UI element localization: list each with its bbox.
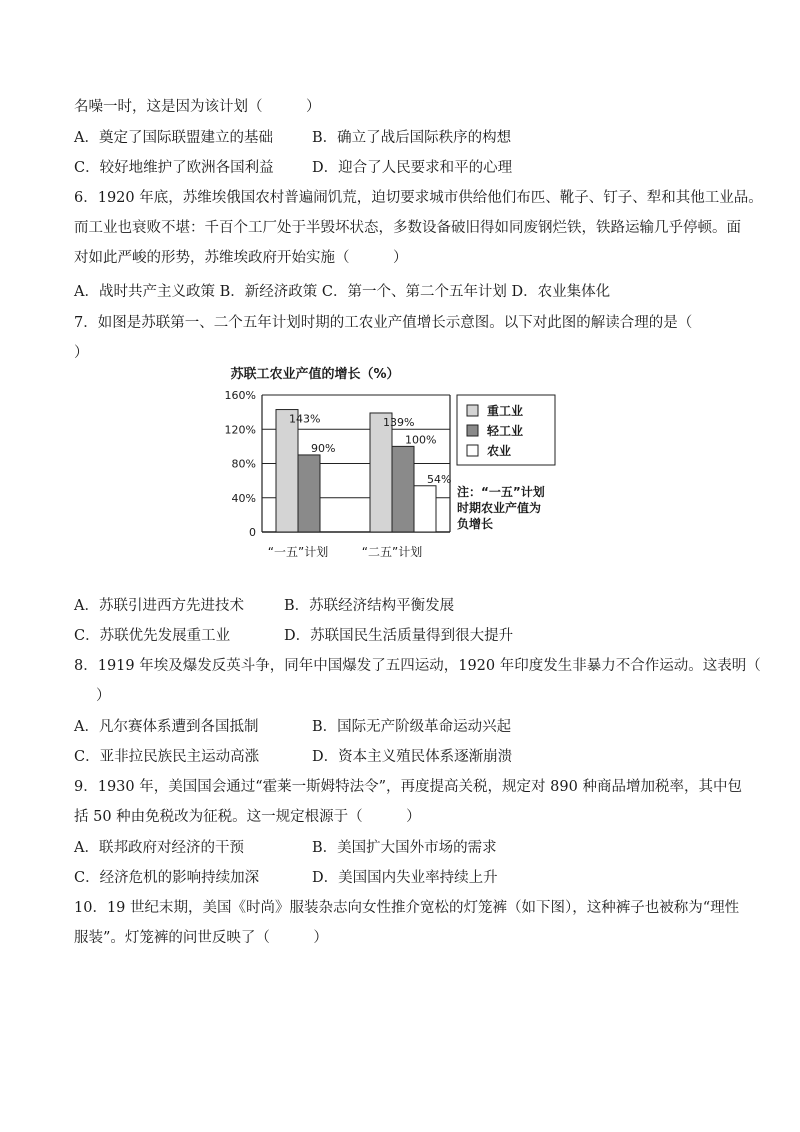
- y-tick-label: 0: [249, 526, 256, 539]
- y-tick-label: 120%: [224, 423, 256, 437]
- q10-stem-line1: 10．19 世纪末期，美国《时尚》服装杂志向女性推介宽松的灯笼裤（如下图），这种裤子也被称为“理性: [74, 900, 740, 916]
- q8-stem-line2: ）: [96, 688, 111, 704]
- bar-2-轻工业: [392, 446, 414, 532]
- chart-axis: [225, 389, 450, 559]
- data-label: 139%: [383, 415, 415, 429]
- bar-1-轻工业: [298, 455, 320, 532]
- q8-option-d: D．资本主义殖民体系逐渐崩溃: [312, 749, 513, 765]
- production-growth-chart: [210, 362, 580, 567]
- q8-stem-line1: 8．1919 年埃及爆发反英斗争，同年中国爆发了五四运动，1920 年印度发生非暴力不合作运动。这表明（: [74, 658, 761, 674]
- chart-note-line: 时期农业产值为: [457, 501, 542, 515]
- q7-option-b: B．苏联经济结构平衡发展: [284, 598, 455, 614]
- q6-options: A．战时共产主义政策 B．新经济政策 C．第一个、第二个五年计划 D．农业集体化: [74, 284, 611, 300]
- bar-2-重工业: [370, 413, 392, 532]
- q5-option-b: B．确立了战后国际秩序的构想: [312, 130, 512, 146]
- q7-option-a: A．苏联引进西方先进技术: [74, 598, 244, 614]
- x-tick-label: “一五”计划: [267, 545, 329, 559]
- q9-option-a: A．联邦政府对经济的干预: [74, 840, 244, 856]
- q8-option-c: C．亚非拉民族民主运动高涨: [74, 749, 260, 765]
- legend-label: 重工业: [487, 404, 524, 418]
- q9-option-c: C．经济危机的影响持续加深: [74, 870, 260, 886]
- y-tick-label: 40%: [231, 491, 256, 505]
- legend-swatch-轻工业: [467, 425, 478, 436]
- y-tick-label: 80%: [231, 457, 256, 471]
- q9-option-b: B．美国扩大国外市场的需求: [312, 840, 497, 856]
- chart-title: 苏联工农业产值的增长（%）: [230, 367, 400, 382]
- q7-option-d: D．苏联国民生活质量得到很大提升: [284, 628, 514, 644]
- q5-option-d: D．迎合了人民要求和平的心理: [312, 160, 513, 176]
- chart-svg: [210, 362, 580, 567]
- data-label: 54%: [427, 472, 452, 486]
- q9-option-d: D．美国国内失业率持续上升: [312, 870, 498, 886]
- legend-label: 农业: [487, 444, 512, 458]
- data-label: 100%: [405, 433, 437, 447]
- q9-stem-line2: 括 50 种由免税改为征税。这一规定根源于（ ）: [74, 809, 421, 825]
- bar-2-农业: [414, 486, 436, 532]
- q6-stem-line3: 对如此严峻的形势，苏维埃政府开始实施（ ）: [74, 250, 408, 266]
- legend-label: 轻工业: [487, 424, 524, 438]
- q5-stem-tail: 名噪一时，这是因为该计划（ ）: [74, 99, 321, 115]
- q8-option-a: A．凡尔赛体系遭到各国抵制: [74, 719, 259, 735]
- q9-stem-line1: 9．1930 年，美国国会通过“霍莱一斯姆特法令”，再度提高关税，规定对 890 种商品增加税率，其中包: [74, 779, 742, 795]
- chart-note-line: 负增长: [457, 517, 494, 531]
- legend-swatch-重工业: [467, 405, 478, 416]
- chart-legend: [457, 395, 555, 465]
- q8-option-b: B．国际无产阶级革命运动兴起: [312, 719, 512, 735]
- q5-option-a: A．奠定了国际联盟建立的基础: [74, 130, 273, 146]
- x-tick-label: “二五”计划: [361, 545, 423, 559]
- chart-bars: [276, 410, 451, 532]
- chart-note: [457, 484, 545, 531]
- q6-stem-line1: 6．1920 年底，苏维埃俄国农村普遍闹饥荒，迫切要求城市供给他们布匹、靴子、钉子、犁和其他工业品。: [74, 190, 763, 206]
- q5-option-c: C．较好地维护了欧洲各国利益: [74, 160, 274, 176]
- legend-swatch-农业: [467, 445, 478, 456]
- q6-stem-line2: 而工业也衰败不堪：千百个工厂处于半毁坏状态，多数设备破旧得如同废钢烂铁，铁路运输几乎停顿。面: [74, 220, 741, 236]
- data-label: 143%: [289, 412, 321, 426]
- q10-stem-line2: 服装”。灯笼裤的问世反映了（ ）: [74, 930, 328, 946]
- y-tick-label: 160%: [224, 389, 256, 402]
- chart-note-line: 注：“一五”计划: [457, 485, 545, 499]
- q7-option-c: C．苏联优先发展重工业: [74, 628, 231, 644]
- q7-stem-line2: ）: [74, 345, 89, 361]
- data-label: 90%: [311, 441, 336, 455]
- q7-stem-line1: 7．如图是苏联第一、二个五年计划时期的工农业产值增长示意图。以下对此图的解读合理的是（: [74, 315, 693, 331]
- bar-1-重工业: [276, 410, 298, 532]
